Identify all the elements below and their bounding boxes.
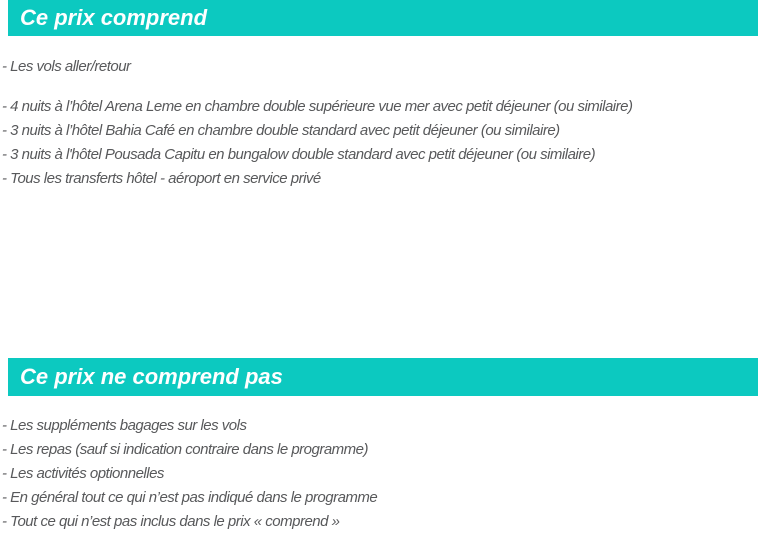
list-item: - Les suppléments bagages sur les vols bbox=[2, 417, 247, 434]
section-header-price-includes: Ce prix comprend bbox=[8, 0, 758, 36]
list-item: - 3 nuits à l'hôtel Pousada Capitu en bungalow double standard avec petit déjeuner (ou similaire) bbox=[2, 146, 596, 163]
list-item: - 3 nuits à l’hôtel Bahia Café en chambre double standard avec petit déjeuner (ou similaire) bbox=[2, 122, 560, 139]
list-item: - 4 nuits à l’hôtel Arena Leme en chambre double supérieure vue mer avec petit déjeuner (ou similaire) bbox=[2, 98, 633, 115]
list-item: - Les vols aller/retour bbox=[2, 58, 131, 75]
list-item: - Tout ce qui n’est pas inclus dans le prix « comprend » bbox=[2, 513, 340, 530]
section-header-price-excludes: Ce prix ne comprend pas bbox=[8, 358, 758, 396]
list-item: - Les activités optionnelles bbox=[2, 465, 164, 482]
list-item: - Les repas (sauf si indication contraire dans le programme) bbox=[2, 441, 369, 458]
list-item: - Tous les transferts hôtel - aéroport en service privé bbox=[2, 170, 321, 187]
list-item: - En général tout ce qui n’est pas indiqué dans le programme bbox=[2, 489, 378, 506]
